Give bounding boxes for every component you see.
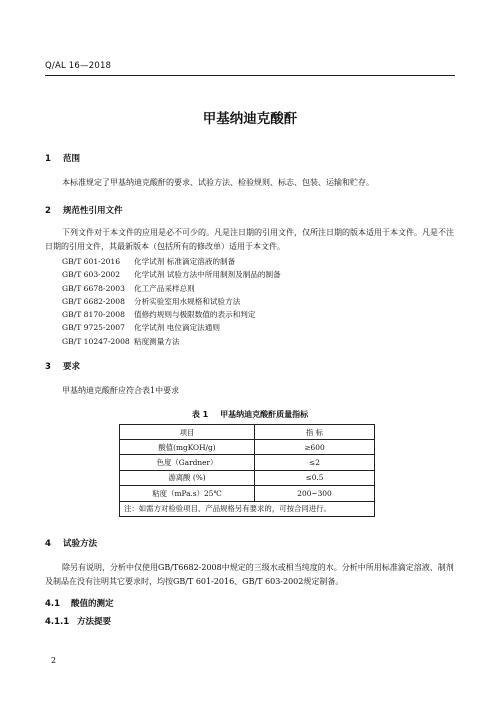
reference-code: GB/T 8170-2008 — [62, 310, 125, 320]
section-title: 要求 — [63, 362, 81, 372]
reference-name: 分析实验室用水规格和试验方法 — [134, 296, 241, 306]
section-number: 4 — [45, 539, 51, 549]
table-cell: ≥600 — [255, 440, 375, 455]
section-4-text: 除另有说明，分析中仅使用GB/T6682-2008中规定的三级水或相当纯度的水。分析中所用标准滴定溶液、制剂及制品在没有注明其它要求时，均按GB/T 601-2016、GB/T 603-2002规定制备。 — [45, 563, 454, 586]
table-cell: ≤2 — [255, 455, 375, 470]
page-number: 2 — [51, 656, 57, 665]
section-number: 3 — [45, 362, 51, 372]
reference-code: GB/T 9725-2007 — [62, 323, 125, 333]
table-row — [120, 455, 375, 470]
section-1-heading — [45, 152, 80, 164]
table-row — [120, 486, 375, 501]
table-cell: 色度（Gardner） — [120, 455, 255, 470]
reference-name: 值修约规则与极限数值的表示和判定 — [134, 310, 256, 320]
table-caption — [0, 409, 500, 420]
reference-code: GB/T 601-2016 — [62, 257, 121, 266]
reference-name: 化学试剂 标准滴定溶液的制备 — [134, 257, 236, 266]
reference-item — [62, 321, 281, 334]
reference-list — [62, 255, 281, 348]
table-cell: 游离酸 (%) — [120, 470, 255, 485]
table-row — [120, 470, 375, 485]
table-header-cell: 项目 — [120, 425, 255, 440]
section-title: 酸值的测定 — [71, 599, 114, 609]
section-number: 4.1.1 — [45, 617, 70, 627]
table-header-row — [120, 425, 375, 440]
section-title: 范围 — [63, 154, 81, 164]
table-cell: 200~300 — [255, 486, 375, 501]
section-number: 1 — [45, 154, 51, 164]
section-title: 试验方法 — [63, 539, 98, 549]
document-code: Q/AL 16—2018 — [45, 61, 112, 71]
table-caption-label: 表 1 — [191, 410, 209, 419]
reference-item — [62, 255, 281, 268]
reference-code: GB/T 10247-2008 — [62, 336, 130, 346]
table-header-cell: 指 标 — [255, 425, 375, 440]
section-title: 方法提要 — [77, 617, 112, 627]
quality-spec-table — [119, 424, 375, 517]
section-4-heading — [45, 537, 97, 549]
reference-item — [62, 282, 281, 295]
table-cell: 酸值(mgKOH/g) — [120, 440, 255, 455]
section-3-heading — [45, 360, 80, 372]
section-4-1-1-heading — [45, 615, 111, 627]
table-row — [120, 440, 375, 455]
table-note-row — [120, 501, 375, 516]
section-3-text: 甲基纳迪克酸酐应符合表1中要求 — [62, 386, 180, 395]
reference-name: 化学试剂 试验方法中所用制剂及制品的制备 — [134, 270, 281, 280]
table-cell: ≤0.5 — [255, 470, 375, 485]
reference-name: 化学试剂 电位滴定法通则 — [134, 323, 220, 333]
section-2-text: 下列文件对于本文件的应用是必不可少的。凡是注日期的引用文件，仅所注日期的版本适用于本文件。凡是不注日期的引用文件，其最新版本（包括所有的修改单）适用于本文件。 — [45, 228, 454, 251]
reference-item — [62, 295, 281, 308]
reference-item — [62, 268, 281, 281]
section-title: 规范性引用文件 — [63, 206, 123, 216]
table-caption-title: 甲基纳迪克酸酐质量指标 — [220, 410, 309, 419]
header-rule — [45, 75, 455, 76]
section-number: 4.1 — [45, 599, 61, 609]
reference-code: GB/T 6678-2003 — [62, 283, 125, 293]
table-cell: 粘度（mPa.s）25℃ — [120, 486, 255, 501]
reference-name: 粘度测量方法 — [134, 336, 180, 346]
reference-item — [62, 308, 281, 321]
section-1-text: 本标准规定了甲基纳迪克酸酐的要求、试验方法、检验规则、标志、包装、运输和贮存。 — [62, 178, 374, 187]
reference-name: 化工产品采样总则 — [134, 283, 195, 293]
document-title: 甲基纳迪克酸酐 — [202, 111, 298, 127]
section-number: 2 — [45, 206, 51, 216]
section-4-1-heading — [45, 597, 114, 609]
reference-item — [62, 335, 281, 348]
section-2-heading — [45, 204, 123, 216]
reference-code: GB/T 6682-2008 — [62, 296, 125, 306]
reference-code: GB/T 603-2002 — [62, 270, 121, 280]
table-note: 注：如需方对检验项目、产品规格另有要求的，可按合同进行。 — [120, 501, 375, 516]
